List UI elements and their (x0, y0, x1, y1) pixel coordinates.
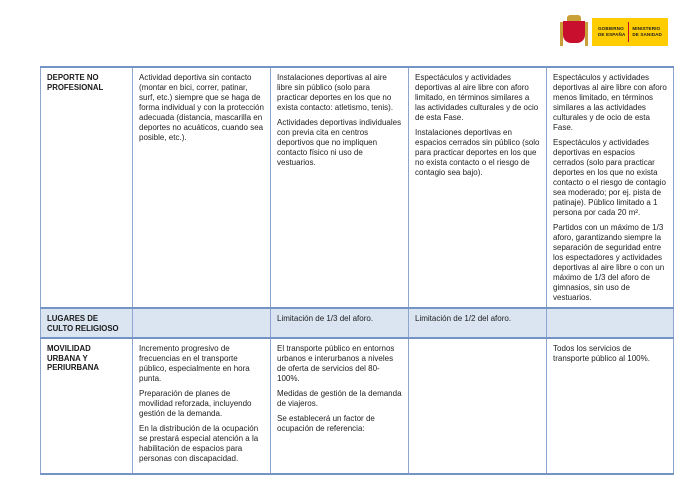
table-cell (547, 67, 674, 308)
row-header: DEPORTE NO PROFESIONAL (41, 67, 133, 308)
cell-paragraph: Limitación de 1/3 del aforo. (277, 314, 374, 323)
table-cell (547, 308, 674, 338)
measures-table (40, 66, 674, 475)
row-header: LUGARES DE CULTO RELIGIOSO (41, 308, 133, 338)
cell-paragraph: Actividad deportiva sin contacto (montar en bici, correr, patinar, surf, etc.) siempre que se haga de forma individual y con la protección adecuada (distancia, mascarilla en deportes no acuáticos, cuando sea posible, etc.). (139, 73, 264, 142)
table-cell (133, 308, 271, 338)
cell-paragraph: En la distribución de la ocupación se prestará especial atención a la habilitación de espacios para personas con discapacidad. (139, 424, 259, 463)
table-row (41, 67, 674, 308)
table-cell (547, 338, 674, 474)
table-cell (133, 67, 271, 308)
logo-espana: DE ESPAÑA (598, 32, 626, 37)
table-cell (133, 338, 271, 474)
table-cell (409, 338, 547, 474)
cell-paragraph: Partidos con un máximo de 1/3 aforo, garantizando siempre la separación de seguridad entre los espectadores y actividades deportivas al aire libre o con un máximo de 1/3 del aforo de gimnasios, sin uso de vestuarios. (553, 223, 665, 302)
cell-paragraph: Limitación de 1/2 del aforo. (415, 314, 512, 323)
logo-ministerio: MINISTERIO (632, 26, 661, 32)
table-cell (271, 67, 409, 308)
cell-paragraph: Preparación de planes de movilidad reforzada, incluyendo gestión de la demanda. (139, 389, 252, 418)
cell-paragraph: Todos los servicios de transporte público al 100%. (553, 344, 650, 363)
coat-of-arms-icon (560, 15, 588, 49)
cell-paragraph: Incremento progresivo de frecuencias en el transporte público, especialmente en hora punta. (139, 344, 250, 383)
logo-gobierno: GOBIERNO (598, 26, 624, 32)
table-cell (271, 308, 409, 338)
logo-text-block (592, 18, 668, 46)
cell-paragraph: Espectáculos y actividades deportivas en espacios cerrados (solo para practicar deportes en los que no exista contacto o el riesgo de contagio sea moderado; por ej. pista de patinaje). Público limitado a 1 persona por cada 20 m². (553, 138, 666, 217)
table-cell (409, 67, 547, 308)
table-cell (271, 338, 409, 474)
cell-paragraph: Se establecerá un factor de ocupación de referencia: (277, 414, 375, 433)
government-logo (560, 14, 690, 50)
cell-paragraph: Espectáculos y actividades deportivas al aire libre con aforo limitado, en términos similares a las actividades culturales y de ocio de esta Fase. (415, 73, 539, 122)
cell-paragraph: Instalaciones deportivas al aire libre sin público (solo para practicar deportes en los que no exista contacto: atletismo, tenis). (277, 73, 394, 112)
row-header: MOVILIDAD URBANA Y PERIURBANA (41, 338, 133, 474)
cell-paragraph: Medidas de gestión de la demanda de viajeros. (277, 389, 402, 408)
logo-sanidad: DE SANIDAD (632, 32, 662, 37)
table-row (41, 308, 674, 338)
cell-paragraph: El transporte público en entornos urbanos e interurbanos a niveles de oferta de servicios del 80-100%. (277, 344, 395, 383)
table-row (41, 338, 674, 474)
cell-paragraph: Actividades deportivas individuales con previa cita en centros deportivos que no impliquen contacto físico ni uso de vestuarios. (277, 118, 402, 167)
cell-paragraph: Instalaciones deportivas en espacios cerrados sin público (solo para practicar deportes en los que no exista contacto o el riesgo de contagio sea bajo). (415, 128, 540, 177)
cell-paragraph: Espectáculos y actividades deportivas al aire libre con aforo menos limitado, en términos similares a las actividades culturales y de ocio de esta Fase. (553, 73, 667, 132)
table-cell (409, 308, 547, 338)
